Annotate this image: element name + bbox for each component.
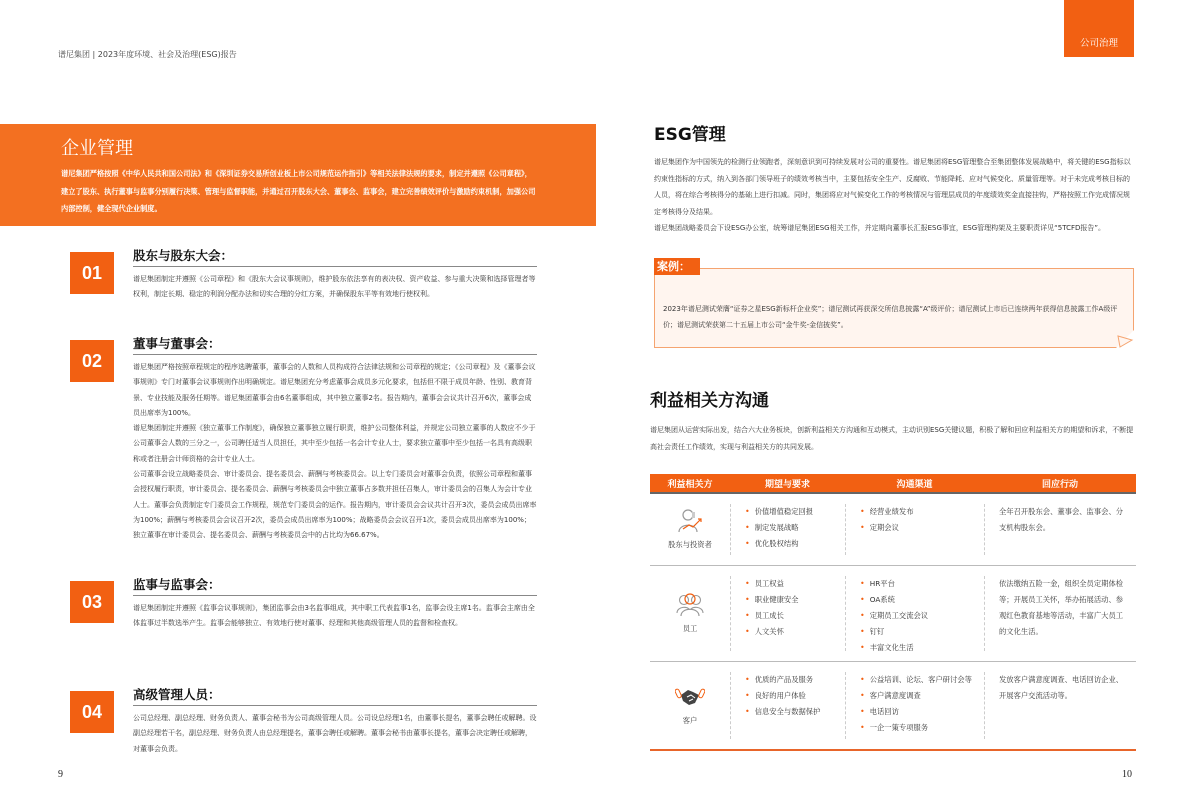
section-number: 01	[70, 252, 114, 294]
handshake-icon	[675, 683, 705, 709]
list-item: • 公益培训、论坛、客户研讨会等	[860, 672, 984, 688]
page-fold-icon	[1116, 330, 1134, 348]
section-title: 董事与董事会：	[133, 336, 221, 351]
section-body	[133, 601, 537, 632]
list-item: • 经营业绩发布	[860, 504, 984, 520]
channels-cell	[845, 576, 984, 651]
esg-heading: ESG管理	[654, 125, 726, 145]
stakeholder-cell	[650, 576, 730, 651]
paragraph: 谱尼集团严格按照章程规定的程序选聘董事，董事会的人数和人员构成符合法律法规和公司章程的规定；《公司章程》及《董事会议事规则》专门对董事会议事规则作出明确规定。谱尼集团充分考虑董事会成员多元化要求，包括但不限于成员年龄、性别、教育背景、专业技能及服务任期等。谱尼集团董事会由6名董事组成，其中独立董事2名。报告期内，董事会会议共计召开6次，董事会成员出席率为100%。	[133, 363, 536, 417]
section-tab-label: 公司治理	[1079, 38, 1118, 49]
list-item: • OA系统	[860, 592, 984, 608]
list-item: • 制定发展战略	[745, 520, 845, 536]
column-header: 期望与要求	[764, 479, 810, 490]
case-text: 2023年谱尼测试荣膺“证券之星ESG新标杆企业奖”；谱尼测试再获深交所信息披露“A”级评价；谱尼测试上市后已连续两年获得信息披露工作A级评价；谱尼测试荣获第二十五届上市公司“金牛奖-金信披奖”。	[663, 305, 1118, 329]
response-cell: 依法缴纳五险一金，组织全员定期体检等；开展员工关怀，举办拓展活动、参观红色教育基地等活动，丰富广大员工的文化生活。	[984, 576, 1136, 651]
table-row	[650, 494, 1136, 566]
investor-icon	[675, 507, 705, 533]
case-tag: 案例：	[654, 258, 700, 275]
stakeholder-body: 谱尼集团从运营实际出发，结合六大业务板块，创新利益相关方沟通和互动模式，主动识别ESG关键议题，积极了解和回应利益相关方的期望和诉求，不断提高社会责任工作绩效，实现与利益相关方的共同发展。	[650, 426, 1134, 451]
case-callout	[654, 258, 1134, 348]
section-divider	[133, 595, 537, 596]
column-header: 回应行动	[1041, 479, 1078, 490]
paragraph: 谱尼集团战略委员会下设ESG办公室，统筹谱尼集团ESG相关工作，并定期向董事长汇报ESG事宜，ESG管理构架及主要职责详见“5TCFD报告”。	[654, 224, 1106, 232]
list-item: • 员工权益	[745, 576, 845, 592]
banner-title: 企业管理	[61, 138, 133, 159]
stakeholder-table	[650, 474, 1136, 751]
section-body	[133, 272, 537, 303]
enterprise-management-banner	[0, 124, 596, 226]
right-page	[596, 0, 1192, 809]
list-item: • 职业健康安全	[745, 592, 845, 608]
response-cell: 发放客户满意度调查、电话回访企业、开展客户交流活动等。	[984, 672, 1136, 739]
section-divider	[133, 354, 537, 355]
table-header	[650, 474, 1136, 494]
list-item: • 价值增值稳定回报	[745, 504, 845, 520]
table-row	[650, 566, 1136, 662]
list-item: • 定期员工交流会议	[860, 608, 984, 624]
paragraph: 谱尼集团作为中国领先的检测行业领跑者，深刻意识到可持续发展对公司的重要性。谱尼集团将ESG管理整合至集团整体发展战略中，将关键的ESG指标以约束性指标的方式，纳入到各部门领导班子的绩效考核当中，主要包括安全生产、反腐败、节能降耗、应对气候变化、质量管理等。对于未完成考核目标的人员，将在综合考核得分的基础上进行扣减。同时，集团将应对气候变化工作的考核情况与管理层成员的年度绩效奖金直接挂钩，严格按照工作完成情况规定考核得分及结果。	[654, 158, 1131, 216]
paragraph: 谱尼集团制定并遵照《公司章程》和《股东大会议事规则》，维护股东依法享有的表决权、资产收益、参与重大决策和选择管理者等权利，制定长期、稳定的利润分配办法和切实合理的分红方案，并确保股东平等有效地行使权利。	[133, 275, 536, 299]
section-divider	[133, 266, 537, 267]
response-cell: 全年召开股东会、董事会、监事会、分支机构股东会。	[984, 504, 1136, 555]
case-box	[654, 268, 1134, 348]
list-item: • 定期会议	[860, 520, 984, 536]
list-item: • 客户满意度调查	[860, 688, 984, 704]
section-divider	[133, 705, 537, 706]
employees-icon	[675, 591, 705, 617]
list-item: • 一企一策专项服务	[860, 720, 984, 736]
expectations-cell	[730, 672, 845, 739]
stakeholder-cell	[650, 672, 730, 739]
stakeholder-cell	[650, 504, 730, 555]
section-title: 高级管理人员：	[133, 687, 221, 702]
list-item: • 信息安全与数据保护	[745, 704, 845, 720]
section-tab-corporate-governance	[1064, 0, 1134, 57]
list-item: • 良好的用户体验	[745, 688, 845, 704]
list-item: • 优化股权结构	[745, 536, 845, 552]
list-item: • 人文关怀	[745, 624, 845, 640]
list-item: • 钉钉	[860, 624, 984, 640]
paragraph: 公司总经理、副总经理、财务负责人、董事会秘书为公司高级管理人员。公司设总经理1名，由董事长提名，董事会聘任或解聘。设副总经理若干名，副总经理、财务负责人由总经理提名，董事会聘任或解聘。董事会秘书由董事长提名，董事会决定聘任或解聘，对董事会负责。	[133, 714, 537, 753]
section-number: 03	[70, 581, 114, 623]
paragraph: 公司董事会设立战略委员会、审计委员会、提名委员会、薪酬与考核委员会。以上专门委员会对董事会负责，依照公司章程和董事会授权履行职责，审计委员会、提名委员会、薪酬与考核委员会中独立董事占多数并担任召集人，审计委员会的召集人为会计专业人士。董事会负责制定专门委员会工作规程，规范专门委员会的运作。报告期内，审计委员会会议共计召开3次，委员会成员出席率为100%；薪酬与考核委员会会议召开2次，委员会成员出席率为100%；战略委员会会议召开1次，委员会成员出席率为100%；独立董事在审计委员会、提名委员会、薪酬与考核委员会中的占比均为66.67%。	[133, 470, 537, 540]
running-header: 谱尼集团 | 2023年度环境、社会及治理(ESG)报告	[58, 50, 237, 59]
section-number: 04	[70, 691, 114, 733]
column-header: 利益相关方	[667, 479, 713, 490]
list-item: • 丰富文化生活	[860, 640, 984, 656]
paragraph: 谱尼集团制定并遵照《监事会议事规则》，集团监事会由3名监事组成，其中职工代表监事1名，监事会设主席1名。监事会主席由全体监事过半数选举产生。监事会能够独立、有效地行使对董事、经理和其他高级管理人员的监督和检查权。	[133, 604, 535, 628]
list-item: • 电话回访	[860, 704, 984, 720]
list-item: • 员工成长	[745, 608, 845, 624]
banner-text: 谱尼集团严格按照《中华人民共和国公司法》和《深圳证券交易所创业板上市公司规范运作指引》等相关法律法规的要求，制定并遵照《公司章程》，建立了股东、执行董事与监事分别履行决策、管理与监督职能，并通过召开股东大会、董事会、监事会，建立完善绩效评价与激励约束机制，加强公司内部控制，健全现代企业制度。	[61, 169, 536, 213]
section-title: 监事与监事会：	[133, 577, 221, 592]
paragraph: 谱尼集团制定并遵照《独立董事工作制度》，确保独立董事独立履行职责，维护公司整体利益，并规定公司独立董事的人数应不少于公司董事会人数的三分之一，公司聘任适当人员担任，其中至少包括一名会计专业人士，要求独立董事中至少包括一名具有高级职称或者注册会计师资格的会计专业人士。	[133, 424, 536, 463]
expectations-cell	[730, 576, 845, 651]
stakeholder-name: 股东与投资者	[668, 539, 712, 549]
list-item: • 优质的产品及服务	[745, 672, 845, 688]
stakeholder-name: 员工	[682, 623, 698, 633]
esg-body	[654, 154, 1134, 237]
stakeholder-name: 客户	[682, 715, 698, 725]
section-number: 02	[70, 340, 114, 382]
section-title: 股东与股东大会：	[133, 248, 234, 263]
channels-cell	[845, 504, 984, 555]
channels-cell	[845, 672, 984, 739]
section-body	[133, 360, 537, 544]
expectations-cell	[730, 504, 845, 555]
section-body	[133, 711, 537, 757]
page-number: 10	[1122, 769, 1132, 780]
table-row	[650, 662, 1136, 751]
page-number: 9	[58, 769, 63, 780]
stakeholder-heading: 利益相关方沟通	[650, 391, 769, 411]
column-header: 沟通渠道	[896, 479, 933, 490]
list-item: • HR平台	[860, 576, 984, 592]
